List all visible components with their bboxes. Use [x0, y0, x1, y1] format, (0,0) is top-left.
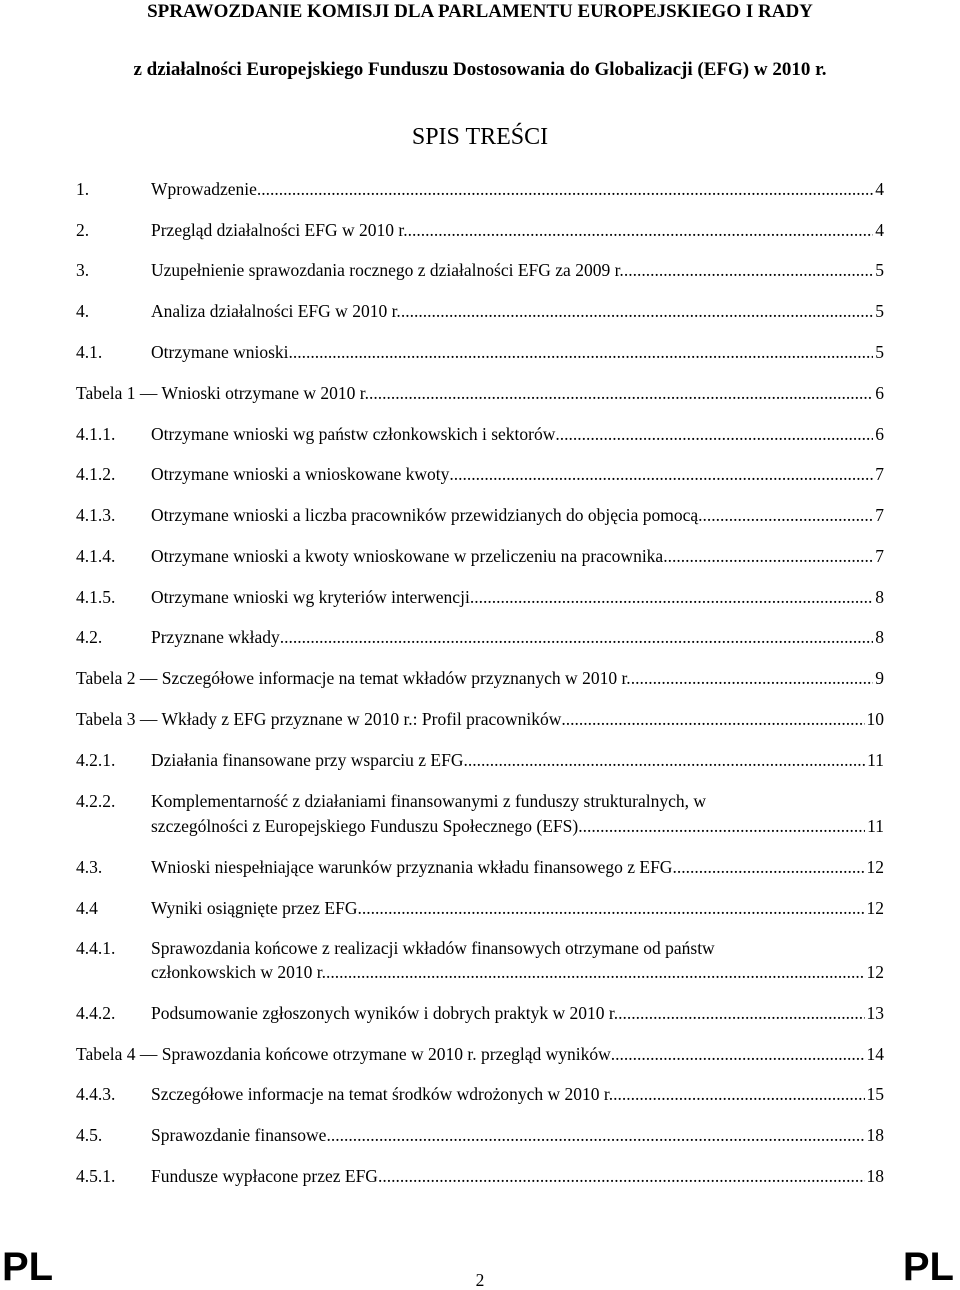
- toc-leader: [280, 626, 873, 648]
- toc-entry-page: 6: [875, 424, 884, 444]
- toc-entry-title: Wprowadzenie: [151, 179, 257, 199]
- toc-leader: [463, 749, 865, 771]
- footer-page-number: 2: [475, 1270, 485, 1290]
- toc-entry-page: 5: [875, 342, 884, 362]
- toc-entry-number: 3.: [76, 260, 90, 280]
- toc-entry-page: 5: [875, 301, 884, 321]
- toc-leader: [449, 463, 873, 485]
- toc-entry[interactable]: [76, 341, 884, 363]
- toc-entry-number: 4.1.1.: [76, 424, 116, 444]
- toc-entry-number: 1.: [76, 179, 90, 199]
- toc-entry-page: 15: [866, 1084, 884, 1104]
- toc-entry[interactable]: [76, 300, 884, 322]
- toc-entry-title: Tabela 1 — Wnioski otrzymane w 2010 r.: [76, 383, 369, 403]
- toc-entry[interactable]: [76, 897, 884, 919]
- toc-entry-continuation[interactable]: [151, 815, 884, 837]
- toc-entry-title: Sprawozdania końcowe z realizacji wkładów finansowych otrzymane od państw: [151, 938, 715, 958]
- footer-language-right: PL: [902, 1245, 954, 1289]
- toc-entry-page: 5: [875, 260, 884, 280]
- toc-leader: [698, 504, 873, 526]
- toc-entry-title: Tabela 4 — Sprawozdania końcowe otrzymane w 2010 r. przegląd wyników: [76, 1044, 611, 1064]
- toc-entry-number: 4.: [76, 301, 90, 321]
- toc-entry[interactable]: [76, 178, 884, 200]
- toc-entry-title: Przyznane wkłady: [151, 627, 280, 647]
- toc-entry[interactable]: [76, 790, 884, 812]
- toc-entry-title: Wnioski niespełniające warunków przyznania wkładu finansowego z EFG: [151, 857, 673, 877]
- toc-entry-page: 8: [875, 627, 884, 647]
- toc-entry-title: Tabela 2 — Szczegółowe informacje na temat wkładów przyznanych w 2010 r.: [76, 668, 631, 688]
- toc-leader: [672, 856, 864, 878]
- toc-entry-page: 12: [866, 898, 884, 918]
- toc-leader: [326, 1124, 864, 1146]
- toc-entry-page: 7: [875, 505, 884, 525]
- toc-leader: [561, 708, 864, 730]
- toc-leader: [631, 667, 874, 689]
- toc-leader: [408, 219, 874, 241]
- toc-entry[interactable]: [76, 219, 884, 241]
- toc-leader: [326, 961, 865, 983]
- toc-entry-page: 6: [875, 383, 884, 403]
- toc-leader: [401, 300, 873, 322]
- toc-entry[interactable]: [76, 586, 884, 608]
- toc-leader: [357, 897, 864, 919]
- toc-leader: [257, 178, 873, 200]
- toc-entry-title: Fundusze wypłacone przez EFG: [151, 1166, 378, 1186]
- toc-leader: [555, 423, 873, 445]
- toc-entry[interactable]: [76, 545, 884, 567]
- toc-entry-number: 4.4.1.: [76, 938, 116, 958]
- toc-entry-page: 4: [875, 220, 884, 240]
- toc-entry-title: Podsumowanie zgłoszonych wyników i dobrych praktyk w 2010 r.: [151, 1003, 619, 1023]
- toc-entry-number: 4.2.: [76, 627, 103, 647]
- toc-entry-number: 4.1.: [76, 342, 103, 362]
- toc-leader: [369, 382, 873, 404]
- toc-entry-title: Komplementarność z działaniami finansowanymi z funduszy strukturalnych, w: [151, 791, 706, 811]
- toc-entry-title: Wyniki osiągnięte przez EFG: [151, 898, 358, 918]
- toc-leader: [289, 341, 874, 363]
- toc-entry-number: 4.4.2.: [76, 1003, 116, 1023]
- toc-entry-table[interactable]: [76, 708, 884, 730]
- footer-language-left: PL: [2, 1245, 54, 1289]
- toc-leader: [618, 1002, 864, 1024]
- toc-entry-page: 4: [875, 179, 884, 199]
- toc-entry-page: 8: [875, 587, 884, 607]
- toc-leader: [578, 815, 865, 837]
- toc-entry-number: 4.2.1.: [76, 750, 116, 770]
- toc-entry-page: 9: [875, 668, 884, 688]
- toc-entry-page: 11: [867, 750, 884, 770]
- toc-entry[interactable]: [76, 626, 884, 648]
- toc-entry[interactable]: [76, 463, 884, 485]
- toc-entry-title: Tabela 3 — Wkłady z EFG przyznane w 2010 r.: Profil pracowników: [76, 709, 562, 729]
- toc-entry-page: 11: [867, 816, 884, 836]
- toc-entry-page: 18: [866, 1166, 884, 1186]
- toc-entry-page: 10: [866, 709, 884, 729]
- toc-entry[interactable]: [76, 1083, 884, 1105]
- toc-entry-title: Otrzymane wnioski a liczba pracowników przewidzianych do objęcia pomocą: [151, 505, 699, 525]
- toc-entry-page: 7: [875, 546, 884, 566]
- toc-entry[interactable]: [76, 856, 884, 878]
- toc-entry[interactable]: [76, 937, 884, 959]
- toc-leader: [470, 586, 873, 608]
- toc-entry-page: 13: [866, 1003, 884, 1023]
- toc-entry-table[interactable]: [76, 382, 884, 404]
- toc-entry-page: 18: [866, 1125, 884, 1145]
- toc-entry[interactable]: [76, 1124, 884, 1146]
- toc-entry-page: 7: [875, 464, 884, 484]
- toc-entry-number: 4.5.1.: [76, 1166, 116, 1186]
- toc-entry-title: Uzupełnienie sprawozdania rocznego z działalności EFG za 2009 r.: [151, 260, 624, 280]
- toc-leader: [613, 1083, 864, 1105]
- toc-leader: [624, 259, 873, 281]
- toc-entry-number: 4.4.3.: [76, 1084, 116, 1104]
- toc-entry-title: Otrzymane wnioski wg państw członkowskich i sektorów: [151, 424, 556, 444]
- toc-entry-title-continued: szczególności z Europejskiego Funduszu Społecznego (EFS): [151, 816, 579, 836]
- toc-entry-number: 4.1.5.: [76, 587, 116, 607]
- toc-entry-number: 4.1.3.: [76, 505, 116, 525]
- toc-entry[interactable]: [76, 1002, 884, 1024]
- toc-entry-number: 4.2.2.: [76, 791, 116, 811]
- toc-entry-number: 4.1.4.: [76, 546, 116, 566]
- toc-entry[interactable]: [76, 504, 884, 526]
- toc-entry[interactable]: [76, 1165, 884, 1187]
- document-title: SPRAWOZDANIE KOMISJI DLA PARLAMENTU EUROPEJSKIEGO I RADY: [147, 1, 813, 22]
- toc-entry-page: 12: [866, 962, 884, 982]
- toc-entry-title-continued: członkowskich w 2010 r.: [151, 962, 326, 982]
- toc-leader: [611, 1043, 865, 1065]
- toc-leader: [378, 1165, 865, 1187]
- toc-entry-title: Analiza działalności EFG w 2010 r.: [151, 301, 401, 321]
- toc-entry-table[interactable]: [76, 1043, 884, 1065]
- toc-entry-title: Działania finansowane przy wsparciu z EFG: [151, 750, 464, 770]
- toc-entry-table[interactable]: [76, 667, 884, 689]
- toc-entry[interactable]: [76, 259, 884, 281]
- toc-entry-title: Otrzymane wnioski wg kryteriów interwencji: [151, 587, 470, 607]
- toc-entry-number: 4.5.: [76, 1125, 103, 1145]
- toc-entry-title: Otrzymane wnioski a wnioskowane kwoty: [151, 464, 450, 484]
- toc-entry[interactable]: [76, 749, 884, 771]
- toc-entry-continuation[interactable]: [151, 961, 884, 983]
- document-subtitle: z działalności Europejskiego Funduszu Dostosowania do Globalizacji (EFG) w 2010 r.: [133, 59, 827, 80]
- toc-entry-number: 2.: [76, 220, 90, 240]
- toc-entry-number: 4.3.: [76, 857, 103, 877]
- toc-entry-number: 4.4: [76, 898, 98, 918]
- toc-entry-number: 4.1.2.: [76, 464, 116, 484]
- toc-entry-title: Otrzymane wnioski: [151, 342, 289, 362]
- toc-entry-page: 12: [866, 857, 884, 877]
- toc-entry-title: Otrzymane wnioski a kwoty wnioskowane w przeliczeniu na pracownika: [151, 546, 664, 566]
- toc-entry-page: 14: [866, 1044, 884, 1064]
- toc-entry-title: Przegląd działalności EFG w 2010 r.: [151, 220, 408, 240]
- toc-entry-title: Sprawozdanie finansowe: [151, 1125, 327, 1145]
- toc-entry[interactable]: [76, 423, 884, 445]
- toc-heading: SPIS TREŚCI: [411, 124, 549, 150]
- toc-entry-title: Szczegółowe informacje na temat środków wdrożonych w 2010 r.: [151, 1084, 614, 1104]
- toc-leader: [663, 545, 873, 567]
